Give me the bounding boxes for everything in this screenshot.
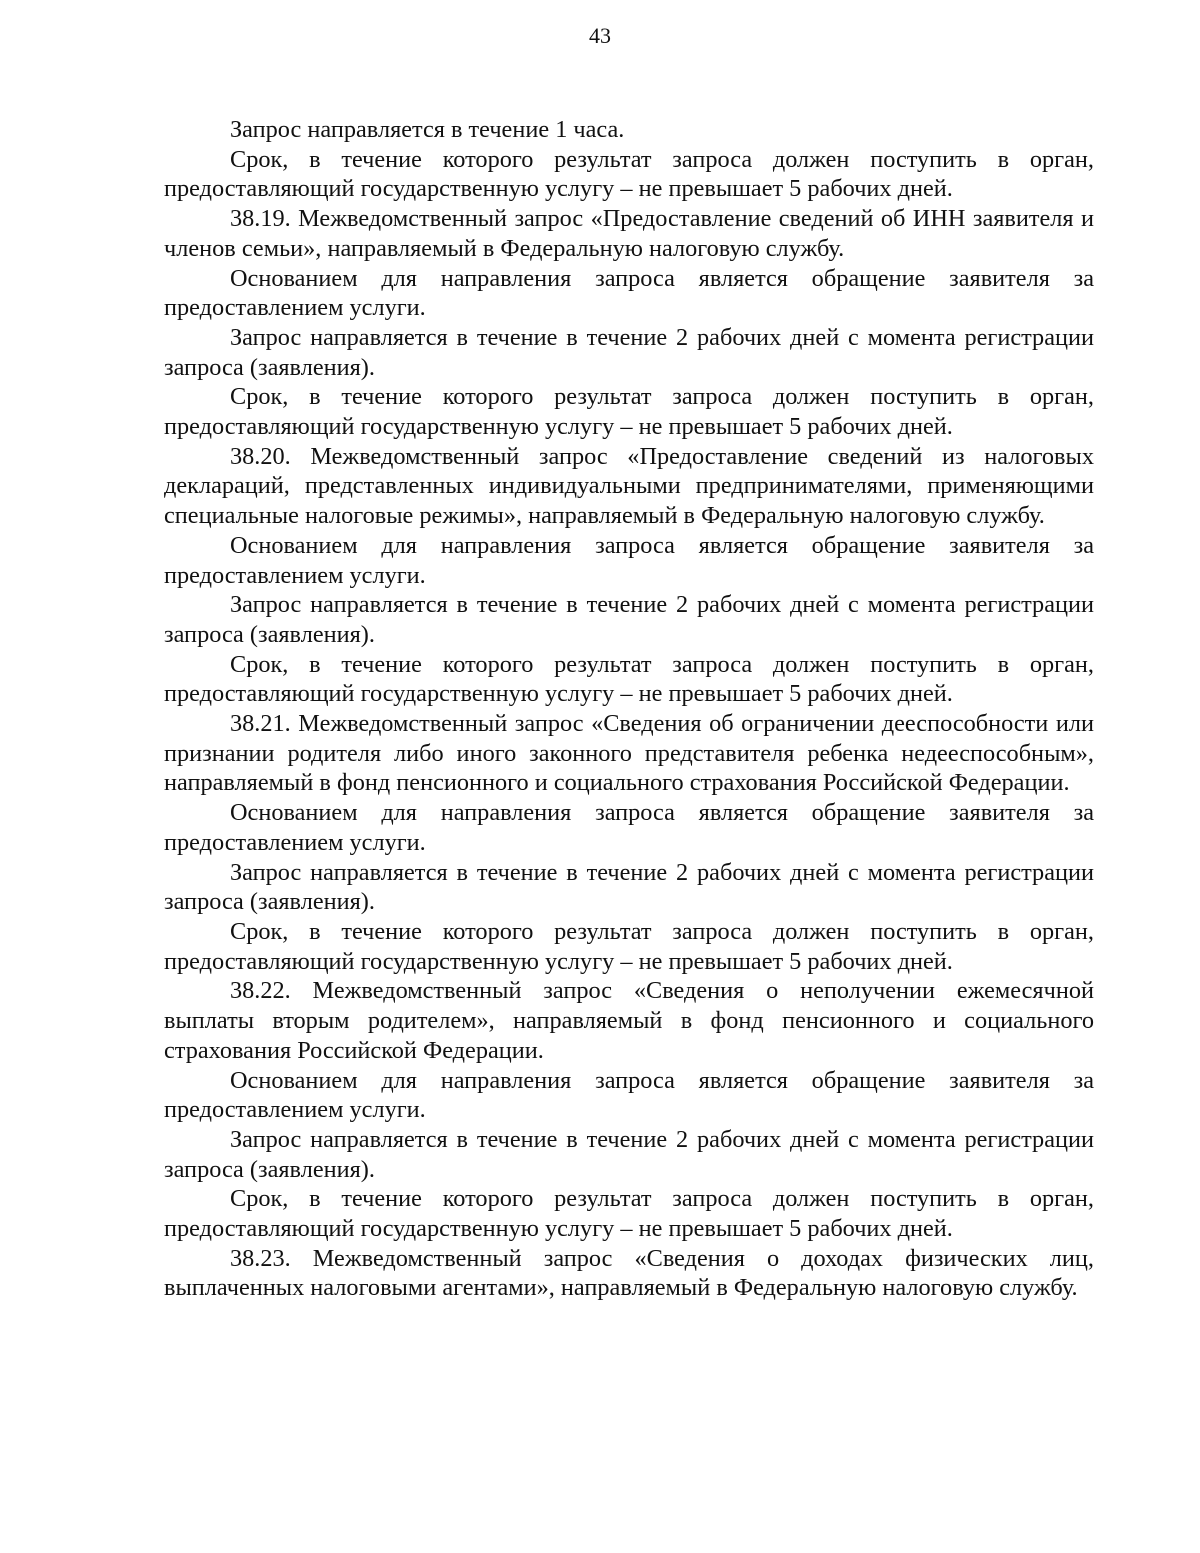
paragraph: Срок, в течение которого результат запроса должен поступить в орган, предоставляющий государственную услугу – не превышает 5 рабочих дней. [164,145,1094,203]
paragraph: Срок, в течение которого результат запроса должен поступить в орган, предоставляющий государственную услугу – не превышает 5 рабочих дней. [164,383,1094,441]
paragraph: Основанием для направления запроса является обращение заявителя за предоставлением услуги. [164,799,1094,856]
paragraph: Основанием для направления запроса является обращение заявителя за предоставлением услуги. [164,264,1094,322]
paragraph: Запрос направляется в течение в течение 2 рабочих дней с момента регистрации запроса (заявления). [164,323,1094,381]
page-number: 43 [589,23,611,48]
document-body [164,115,1094,1303]
paragraph: Основанием для направления запроса является обращение заявителя за предоставлением услуги. [164,531,1094,589]
paragraph: Срок, в течение которого результат запроса должен поступить в орган, предоставляющий государственную услугу – не превышает 5 рабочих дней. [164,650,1094,708]
paragraph: Запрос направляется в течение в течение 2 рабочих дней с момента регистрации запроса (заявления). [164,591,1094,648]
paragraph: Запрос направляется в течение 1 часа. [230,116,625,143]
paragraph: Запрос направляется в течение в течение 2 рабочих дней с момента регистрации запроса (заявления). [164,1125,1094,1183]
paragraph-section-38-21: 38.21. Межведомственный запрос «Сведения об ограничении дееспособности или признании родителя либо иного законного представителя ребенка недееспособным», направляемый в фонд пенсионного и социального страхования Российской Федерации. [164,710,1094,797]
paragraph: Основанием для направления запроса является обращение заявителя за предоставлением услуги. [164,1066,1094,1124]
paragraph-section-38-23: 38.23. Межведомственный запрос «Сведения о доходах физических лиц, выплаченных налоговыми агентами», направляемый в Федеральную налоговую службу. [164,1244,1094,1302]
paragraph: Срок, в течение которого результат запроса должен поступить в орган, предоставляющий государственную услугу – не превышает 5 рабочих дней. [164,1185,1094,1243]
paragraph-section-38-20: 38.20. Межведомственный запрос «Предоставление сведений из налоговых деклараций, представленных индивидуальными предпринимателями, применяющими специальные налоговые режимы», направляемый в Федеральную налоговую службу. [164,442,1094,530]
paragraph: Запрос направляется в течение в течение 2 рабочих дней с момента регистрации запроса (заявления). [164,858,1094,916]
paragraph: Срок, в течение которого результат запроса должен поступить в орган, предоставляющий государственную услугу – не превышает 5 рабочих дней. [164,917,1094,975]
paragraph-section-38-22: 38.22. Межведомственный запрос «Сведения о неполучении ежемесячной выплаты вторым родителем», направляемый в фонд пенсионного и социального страхования Российской Федерации. [164,977,1094,1064]
paragraph-section-38-19: 38.19. Межведомственный запрос «Предоставление сведений об ИНН заявителя и членов семьи», направляемый в Федеральную налоговую службу. [164,205,1094,262]
